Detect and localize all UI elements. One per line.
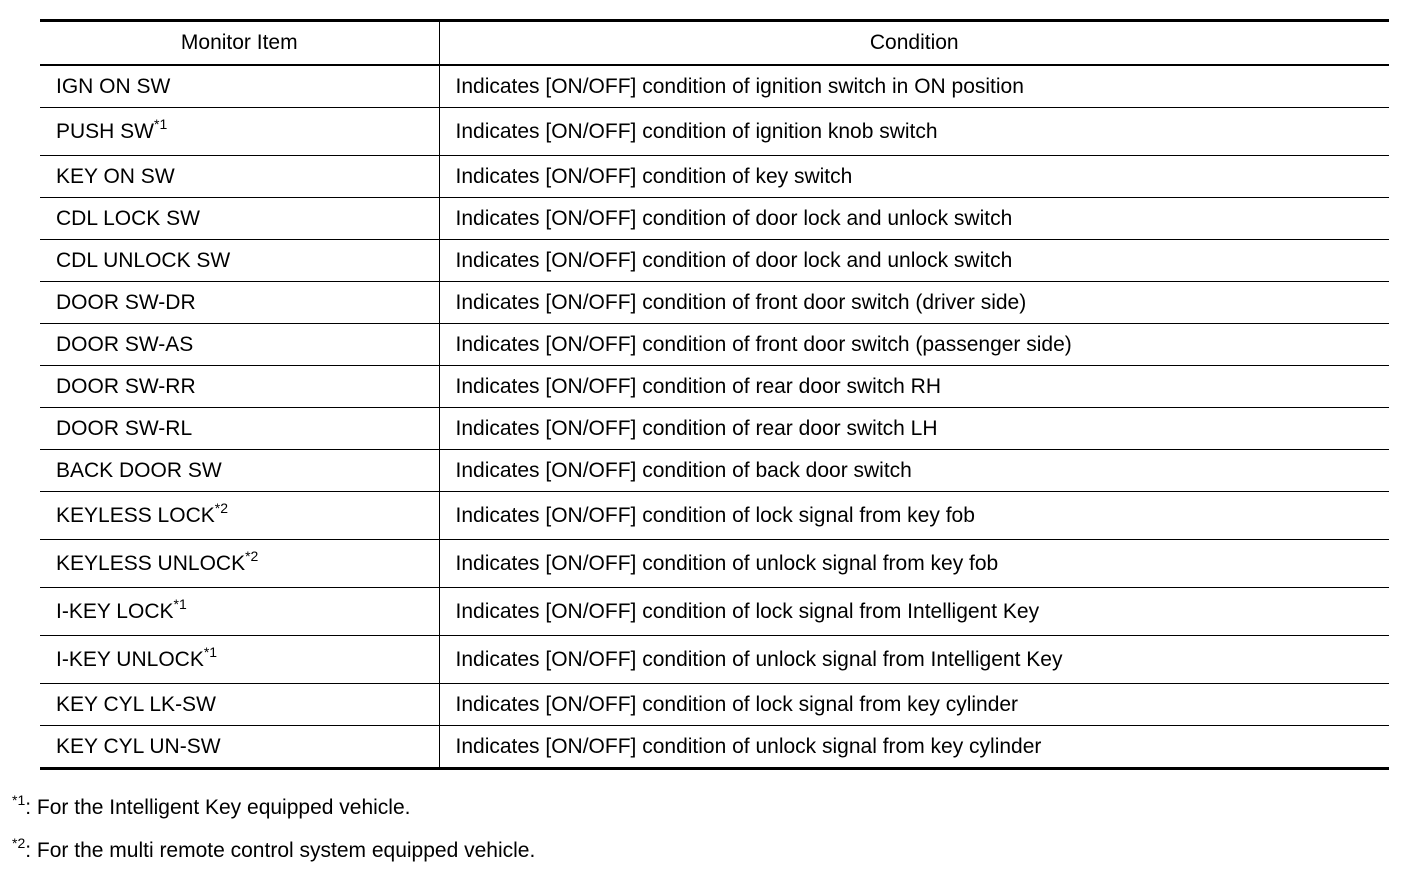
table-row: [40, 540, 1389, 588]
table-row: [40, 240, 1389, 282]
footnote-2: [12, 835, 536, 863]
table-row: [40, 108, 1389, 156]
condition-cell: Indicates [ON/OFF] condition of lock signal from Intelligent Key: [439, 588, 1389, 636]
monitor-item-name: PUSH SW: [56, 119, 155, 143]
table-row: [40, 408, 1389, 450]
monitor-item-name: BACK DOOR SW: [56, 458, 222, 482]
footnote-2-mark: *2: [12, 835, 26, 851]
monitor-item-cell: [40, 65, 439, 108]
table-row: [40, 324, 1389, 366]
monitor-item-name: CDL LOCK SW: [56, 206, 200, 230]
footnote-ref: *2: [245, 547, 259, 564]
table-row: [40, 156, 1389, 198]
monitor-item-name: KEYLESS UNLOCK: [56, 551, 246, 575]
table-header-row: [40, 21, 1389, 66]
table-row: [40, 450, 1389, 492]
monitor-item-name: DOOR SW-RL: [56, 416, 193, 440]
monitor-item-cell: [40, 324, 439, 366]
condition-cell: Indicates [ON/OFF] condition of lock signal from key cylinder: [439, 684, 1389, 726]
table-row: [40, 684, 1389, 726]
condition-cell: Indicates [ON/OFF] condition of rear door switch LH: [439, 408, 1389, 450]
condition-cell: Indicates [ON/OFF] condition of unlock signal from key cylinder: [439, 726, 1389, 769]
monitor-item-cell: [40, 240, 439, 282]
condition-cell: Indicates [ON/OFF] condition of unlock signal from Intelligent Key: [439, 636, 1389, 684]
monitor-item-name: I-KEY LOCK: [56, 599, 174, 623]
monitor-item-cell: [40, 588, 439, 636]
monitor-item-cell: [40, 366, 439, 408]
table-row: [40, 198, 1389, 240]
condition-cell: Indicates [ON/OFF] condition of key switch: [439, 156, 1389, 198]
monitor-item-name: I-KEY UNLOCK: [56, 647, 204, 671]
footnote-2-text: : For the multi remote control system equipped vehicle.: [25, 839, 536, 862]
monitor-item-cell: [40, 684, 439, 726]
monitor-item-cell: [40, 636, 439, 684]
monitor-item-cell: [40, 450, 439, 492]
footnote-ref: *1: [154, 115, 168, 132]
header-condition: Condition: [439, 21, 1389, 66]
table-row: [40, 366, 1389, 408]
footnote-1-text: : For the Intelligent Key equipped vehicle.: [25, 796, 411, 819]
monitor-item-table: [40, 19, 1389, 770]
monitor-item-name: DOOR SW-AS: [56, 332, 194, 356]
condition-cell: Indicates [ON/OFF] condition of ignition switch in ON position: [455, 74, 1024, 98]
monitor-item-name: KEY CYL UN-SW: [56, 734, 221, 758]
condition-cell: Indicates [ON/OFF] condition of front door switch (passenger side): [439, 324, 1389, 366]
footnote-1-mark: *1: [12, 792, 26, 808]
monitor-item-cell: [40, 726, 439, 769]
monitor-item-name: KEY ON SW: [56, 164, 175, 188]
table-row: [40, 636, 1389, 684]
monitor-item-cell: [40, 156, 439, 198]
condition-cell: Indicates [ON/OFF] condition of door lock and unlock switch: [439, 240, 1389, 282]
monitor-item-cell: [40, 108, 439, 156]
table-row: [40, 492, 1389, 540]
condition-cell: Indicates [ON/OFF] condition of front door switch (driver side): [439, 282, 1389, 324]
table-row: [40, 588, 1389, 636]
table-row: [40, 726, 1389, 769]
footnote-1: [12, 792, 411, 820]
monitor-item-name: DOOR SW-DR: [56, 290, 196, 314]
footnote-ref: *2: [214, 499, 228, 516]
condition-cell: Indicates [ON/OFF] condition of unlock signal from key fob: [439, 540, 1389, 588]
table-body: [40, 65, 1389, 769]
monitor-item-cell: [40, 540, 439, 588]
monitor-item-name: KEYLESS LOCK: [56, 503, 215, 527]
monitor-item-cell: [40, 492, 439, 540]
condition-cell: Indicates [ON/OFF] condition of lock signal from key fob: [439, 492, 1389, 540]
monitor-item-name: KEY CYL LK-SW: [56, 692, 216, 716]
condition-cell: Indicates [ON/OFF] condition of back door switch: [439, 450, 1389, 492]
monitor-item-cell: [40, 282, 439, 324]
table-row: [40, 282, 1389, 324]
monitor-item-name: DOOR SW-RR: [56, 374, 196, 398]
condition-cell: Indicates [ON/OFF] condition of ignition knob switch: [439, 108, 1389, 156]
table-row: [40, 65, 1389, 108]
condition-cell: Indicates [ON/OFF] condition of rear door switch RH: [439, 366, 1389, 408]
monitor-item-cell: [40, 198, 439, 240]
monitor-item-name: CDL UNLOCK SW: [56, 248, 231, 272]
footnote-ref: *1: [203, 643, 218, 660]
header-monitor-item: Monitor Item: [40, 21, 439, 66]
monitor-item-name: IGN ON SW: [56, 74, 171, 98]
monitor-item-cell: [40, 408, 439, 450]
footnote-ref: *1: [173, 595, 187, 612]
condition-cell: Indicates [ON/OFF] condition of door lock and unlock switch: [439, 198, 1389, 240]
